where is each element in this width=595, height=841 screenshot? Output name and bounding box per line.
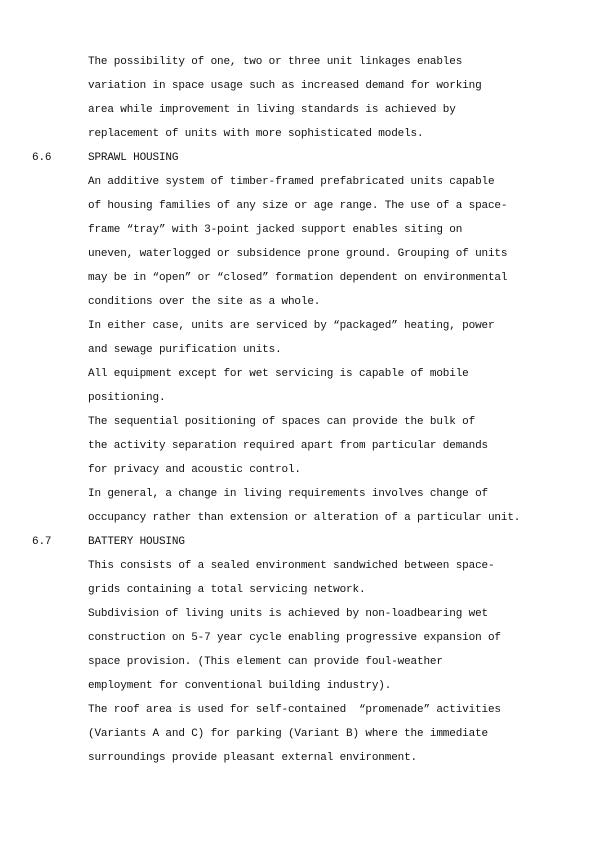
section-6-6-line-11: The sequential positioning of spaces can provide the bulk of (88, 416, 476, 428)
section-6-7-line-4: construction on 5-7 year cycle enabling progressive expansion of (88, 632, 501, 644)
section-6-6-line-4: uneven, waterlogged or subsidence prone ground. Grouping of units (88, 248, 508, 260)
section-6-7-line-7: The roof area is used for self-contained “promenade” activities (88, 704, 501, 716)
intro-line-3: area while improvement in living standards is achieved by (88, 104, 456, 116)
section-6-6-line-7: In either case, units are serviced by “packaged” heating, power (88, 320, 495, 332)
intro-line-2: variation in space usage such as increased demand for working (88, 80, 482, 92)
section-6-7-heading: BATTERY HOUSING (88, 536, 185, 548)
intro-line-4: replacement of units with more sophisticated models. (88, 128, 424, 140)
section-6-6-line-2: of housing families of any size or age range. The use of a space- (88, 200, 508, 212)
section-6-6-line-10: positioning. (88, 392, 166, 404)
section-6-6-line-8: and sewage purification units. (88, 344, 282, 356)
section-6-6-line-3: frame “tray” with 3-point jacked support enables siting on (88, 224, 463, 236)
section-6-6-line-13: for privacy and acoustic control. (88, 464, 301, 476)
section-6-7-line-6: employment for conventional building industry). (88, 680, 392, 692)
section-6-7-line-5: space provision. (This element can provide foul-weather (88, 656, 443, 668)
section-6-6-line-6: conditions over the site as a whole. (88, 296, 321, 308)
section-6-7-line-1: This consists of a sealed environment sandwiched between space- (88, 560, 495, 572)
section-6-6-line-5: may be in “open” or “closed” formation dependent on environmental (88, 272, 508, 284)
section-6-6-heading: SPRAWL HOUSING (88, 152, 179, 164)
section-6-6-line-12: the activity separation required apart from particular demands (88, 440, 488, 452)
section-6-6-line-15: occupancy rather than extension or alteration of a particular unit. (88, 512, 521, 524)
intro-line-1: The possibility of one, two or three unit linkages enables (88, 56, 463, 68)
section-6-6-line-14: In general, a change in living requirements involves change of (88, 488, 488, 500)
section-6-7-line-8: (Variants A and C) for parking (Variant B) where the immediate (88, 728, 488, 740)
section-6-7-line-2: grids containing a total servicing network. (88, 584, 366, 596)
section-6-6-line-9: All equipment except for wet servicing is capable of mobile (88, 368, 469, 380)
section-6-7-number: 6.7 (32, 536, 52, 548)
section-6-7-line-9: surroundings provide pleasant external environment. (88, 752, 418, 764)
section-6-6-number: 6.6 (32, 152, 52, 164)
section-6-7-line-3: Subdivision of living units is achieved by non-loadbearing wet (88, 608, 488, 620)
section-6-6-line-1: An additive system of timber-framed prefabricated units capable (88, 176, 495, 188)
